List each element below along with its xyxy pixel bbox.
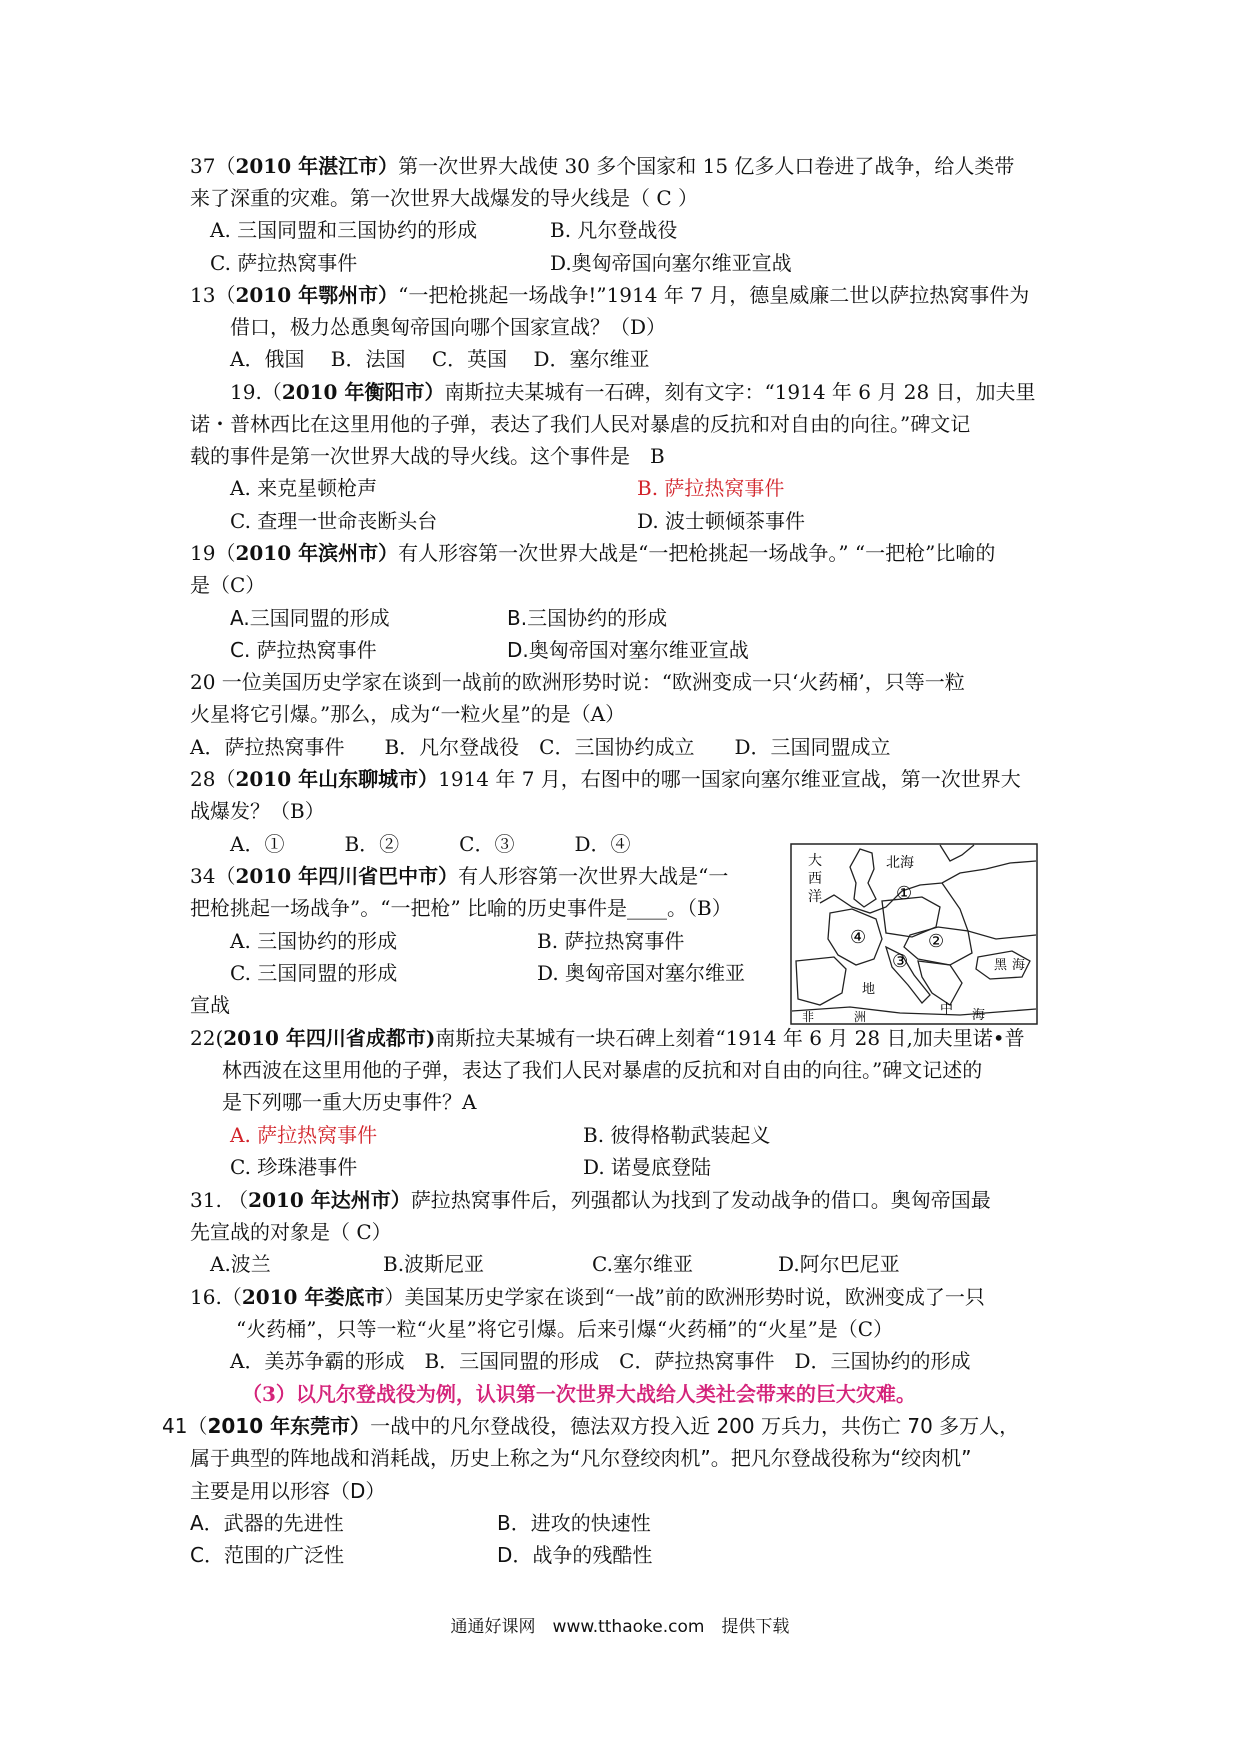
section-3-heading: （3）以凡尔登战役为例，认识第一次世界大战给人类社会带来的巨大灾难。 [242,1382,916,1406]
q19b-stem-line1: 19（2010 年滨州市）有人形容第一次世界大战是“一把枪挑起一场战争。” “一把枪”比喻的 [190,541,996,565]
q28-stem-line1: 28（2010 年山东聊城市）1914 年 7 月，右图中的哪一国家向塞尔维亚宣战，第一次世界大 [190,767,1021,791]
q22-stem-line3: 是下列哪一重大历史事件？A [222,1090,477,1114]
q19a-stem-line1: 19.（2010 年衡阳市）南斯拉夫某城有一石碑，刻有文字：“1914 年 6 月 28 日，加夫里 [230,380,1036,404]
q16-stem-line1: 16.（2010 年娄底市）美国某历史学家在谈到“一战”前的欧洲形势时说，欧洲变成了一只 [190,1285,985,1309]
q22-option-a: A. 萨拉热窝事件 [230,1123,378,1147]
map-marker-2: ② [928,931,945,952]
q34-stem-line1: 34（2010 年四川省巴中市）有人形容第一次世界大战是“一 [190,864,729,888]
map-label-med-2: 中 [940,1002,954,1017]
q31-stem-line2: 先宣战的对象是（ C） [190,1220,392,1244]
q19b-option-d: D.奥匈帝国对塞尔维亚宣战 [507,638,749,662]
q31-option-c: C.塞尔维亚 [592,1252,693,1276]
q41-option-a: A．武器的先进性 [190,1511,344,1535]
q34-option-a: A. 三国协约的形成 [230,929,398,953]
q19b-stem-line2: 是（C） [190,573,266,597]
q41-stem-line2: 属于典型的阵地战和消耗战，历史上称之为“凡尔登绞肉机”。把凡尔登战役称为“绞肉机” [190,1446,972,1470]
map-label-africa-2: 洲 [854,1010,867,1024]
q19b-option-b: B.三国协约的形成 [507,606,668,630]
q31-option-a: A.波兰 [210,1252,271,1276]
map-label-africa-1: 非 [802,1010,815,1024]
q22-option-b: B. 彼得格勒武装起义 [583,1123,771,1147]
q19a-option-d: D. 波士顿倾茶事件 [637,509,806,533]
map-label-black-sea-1: 黑 [994,958,1008,973]
map-marker-1: ① [896,883,913,904]
map-label-atlantic-1: 大 [808,853,822,869]
q34-option-b: B. 萨拉热窝事件 [537,929,685,953]
q37-stem-line2: 来了深重的灾难。第一次世界大战爆发的导火线是（ C ） [190,186,699,210]
q41-option-b: B．进攻的快速性 [497,1511,651,1535]
q41-option-c: C．范围的广泛性 [190,1543,344,1567]
q22-option-c: C. 珍珠港事件 [230,1155,358,1179]
q22-stem-line2: 林西波在这里用他的子弹，表达了我们人民对暴虐的反抗和对自由的向往。”碑文记述的 [222,1058,983,1082]
q41-stem-line1: 41（2010 年东莞市）一战中的凡尔登战役，德法双方投入近 200 万兵力，共伤亡 70 多万人， [162,1414,1020,1438]
q28-options: A．① B．② C．③ D．④ [230,832,631,856]
q28-stem-line2: 战爆发？（B） [190,799,325,823]
q37-option-d: D.奥匈帝国向塞尔维亚宣战 [550,251,792,275]
q41-stem-line3: 主要是用以形容（D） [190,1479,386,1503]
map-label-atlantic-3: 洋 [808,889,822,905]
q37-option-c: C. 萨拉热窝事件 [210,251,358,275]
q34-option-d: D. 奥匈帝国对塞尔维亚 [537,961,746,985]
q31-option-b: B.波斯尼亚 [383,1252,485,1276]
q31-option-d: D.阿尔巴尼亚 [778,1252,900,1276]
q37-option-b: B. 凡尔登战役 [550,218,678,242]
q31-stem-line1: 31. （2010 年达州市）萨拉热窝事件后，列强都认为找到了发动战争的借口。奥匈帝国最 [190,1188,991,1212]
q19b-option-c: C. 萨拉热窝事件 [230,638,377,662]
q22-stem-line1: 22(2010 年四川省成都市)南斯拉夫某城有一块石碑上刻着“1914 年 6 月 28 日,加夫里诺•普 [190,1026,1025,1050]
q20-options: A．萨拉热窝事件 B．凡尔登战役 C．三国协约成立 D．三国同盟成立 [190,735,891,759]
q19b-option-a: A.三国同盟的形成 [230,606,390,630]
q41-option-d: D．战争的残酷性 [497,1543,653,1567]
map-label-atlantic-2: 西 [808,871,822,887]
q34-stem-line2: 把枪挑起一场战争”。“一把枪” 比喻的历史事件是____。（B） [190,896,732,920]
page-footer: 通通好课网 www.tthaoke.com 提供下载 [450,1617,790,1637]
q19a-option-c: C. 查理一世命丧断头台 [230,509,438,533]
map-marker-4: ④ [850,927,867,948]
q13-stem-line1: 13（2010 年鄂州市）“一把枪挑起一场战争!”1914 年 7 月，德皇威廉二世以萨拉热窝事件为 [190,283,1030,307]
map-label-med-1: 地 [862,982,876,997]
q22-option-d: D. 诺曼底登陆 [583,1155,712,1179]
europe-map-figure [790,843,1038,1025]
q19a-option-b: B. 萨拉热窝事件 [637,476,785,500]
q13-options: A．俄国 B．法国 C．英国 D．塞尔维亚 [230,347,650,371]
map-label-north-sea: 北海 [886,855,914,871]
q16-options: A．美苏争霸的形成 B．三国同盟的形成 C．萨拉热窝事件 D．三国协约的形成 [230,1349,971,1373]
q20-stem-line1: 20 一位美国历史学家在谈到一战前的欧洲形势时说：“欧洲变成一只‘火药桶’，只等一粒 [190,670,965,694]
q34-option-c: C. 三国同盟的形成 [230,961,398,985]
q34-option-d-cont: 宣战 [190,993,230,1017]
q20-stem-line2: 火星将它引爆。”那么，成为“一粒火星”的是（A） [190,702,626,726]
map-label-black-sea-2: 海 [1012,958,1026,973]
map-label-med-3: 海 [972,1008,986,1023]
q19a-stem-line2: 诺・普林西比在这里用他的子弹，表达了我们人民对暴虐的反抗和对自由的向往。”碑文记 [190,412,971,436]
q19a-option-a: A. 来克星顿枪声 [230,476,378,500]
q37-option-a: A. 三国同盟和三国协约的形成 [210,218,478,242]
q16-stem-line2: “火药桶”，只等一粒“火星”将它引爆。后来引爆“火药桶”的“火星”是（C） [236,1317,894,1341]
q13-stem-line2: 借口，极力怂恿奥匈帝国向哪个国家宣战？（D） [230,315,667,339]
map-marker-3: ③ [892,951,909,972]
q19a-stem-line3: 载的事件是第一次世界大战的导火线。这个事件是 B [190,444,665,468]
q37-stem-line1: 37（2010 年湛江市）第一次世界大战使 30 多个国家和 15 亿多人口卷进了战争，给人类带 [190,154,1015,178]
